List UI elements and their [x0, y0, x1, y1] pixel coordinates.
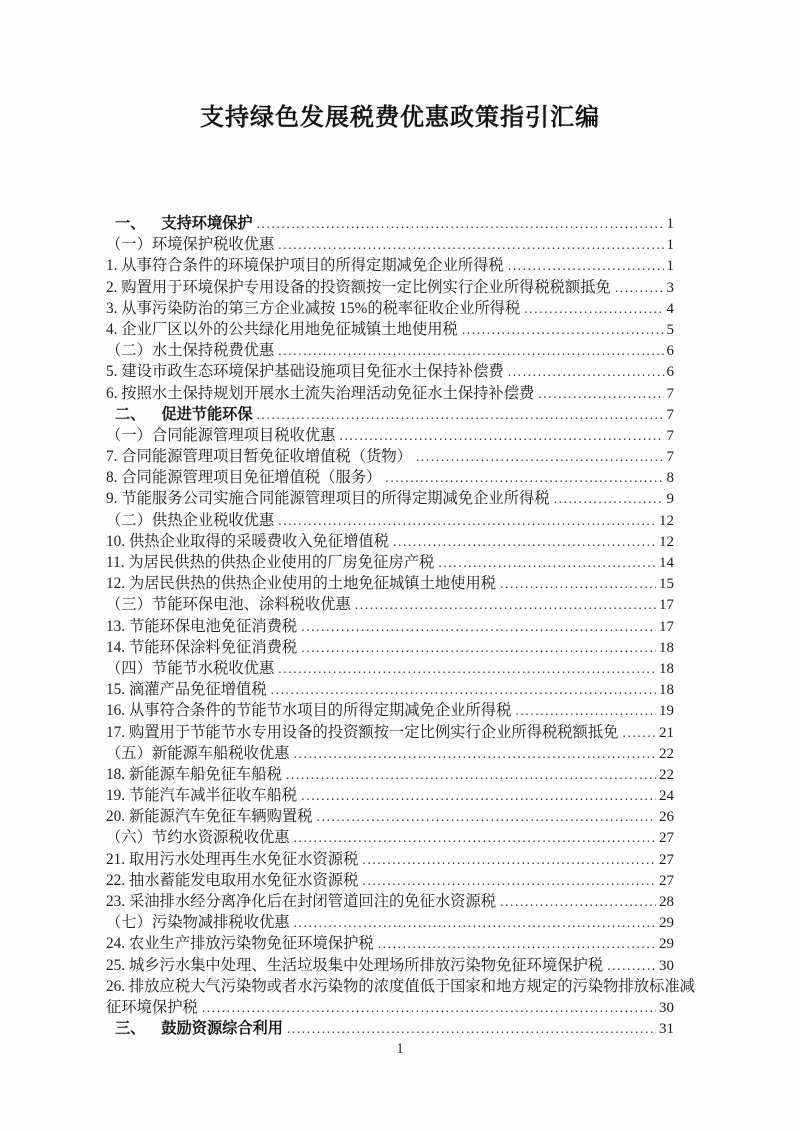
toc-page-number: 12 — [659, 512, 674, 529]
toc-entry-chapter — [106, 404, 674, 425]
toc-entry-item — [106, 637, 674, 658]
toc-entry-text: 鼓励资源综合利用 — [161, 1019, 283, 1038]
dot-leader — [515, 700, 656, 721]
toc-entry-item — [106, 552, 674, 573]
toc-entry-item — [106, 785, 674, 806]
toc-entry-item — [106, 806, 674, 827]
toc-entry-text: 12. 为居民供热的供热企业使用的土地免征城镇土地使用税 — [106, 575, 497, 593]
toc-entry-item — [106, 700, 674, 721]
toc-entry-text: 26. 排放应税大气污染物或者水污染物的浓度值低于国家和地方规定的污染物排放标准减 — [106, 977, 695, 995]
toc-page-number: 26 — [659, 809, 674, 826]
dot-leader — [378, 933, 656, 954]
dot-leader — [278, 658, 656, 679]
toc-entry-item — [106, 976, 695, 997]
dot-leader — [287, 1018, 656, 1039]
toc-entry-item — [106, 319, 674, 340]
dot-leader — [554, 488, 664, 509]
dot-leader — [294, 743, 656, 764]
dot-leader — [385, 467, 663, 488]
toc-entry-item — [106, 467, 674, 488]
dot-leader — [508, 361, 664, 382]
toc-entry-text: 支持环境保护 — [161, 214, 253, 232]
toc-chapter-label: 一、 — [115, 214, 146, 232]
dot-leader — [202, 997, 656, 1018]
toc-page-number: 3 — [666, 279, 674, 296]
toc-page-number: 18 — [659, 660, 674, 677]
toc-entry-item — [106, 383, 674, 404]
toc-entry-section — [106, 743, 674, 764]
toc-entry-item — [106, 255, 674, 276]
dot-leader — [622, 722, 656, 743]
toc-entry-text: 23. 采油排水经分离净化后在封闭管道回注的免征水资源税 — [106, 893, 497, 910]
toc-entry-chapter — [106, 1018, 674, 1039]
toc-entry-text: 促进节能环保 — [161, 404, 253, 423]
toc-entry-section — [106, 340, 674, 361]
toc-page-number: 6 — [666, 343, 674, 360]
toc-page-number: 28 — [659, 894, 674, 910]
toc-entry-text: 21. 取用污水处理再生水免征水资源税 — [106, 850, 359, 868]
toc-entry-text: 18. 新能源车船免征车船税 — [106, 765, 282, 783]
toc-entry-item — [106, 298, 674, 319]
dot-leader — [271, 679, 656, 700]
dot-leader — [500, 573, 656, 594]
toc-page-number: 30 — [659, 957, 674, 974]
dot-leader — [301, 785, 656, 806]
toc-page-number: 18 — [659, 639, 674, 656]
toc-page-number: 17 — [659, 618, 674, 635]
toc-entry-text: 25. 城乡污水集中处理、生活垃圾集中处理场所排放污染物免征环境保护税 — [106, 956, 604, 974]
dot-leader — [257, 213, 664, 234]
toc-page-number: 7 — [666, 427, 674, 444]
toc-entry-text: 10. 供热企业取得的采暖费收入免征增值税 — [106, 532, 389, 550]
dot-leader — [362, 870, 656, 891]
toc-entry-text: 14. 节能环保涂料免征消费税 — [106, 638, 298, 656]
toc-page-number: 27 — [659, 872, 674, 889]
toc-entry-item — [106, 361, 674, 382]
toc-page-number: 7 — [666, 449, 674, 466]
toc-chapter-label: 二、 — [115, 404, 146, 423]
dot-leader — [615, 277, 664, 298]
toc-page-number: 7 — [666, 406, 674, 423]
toc-entry-item — [106, 488, 674, 509]
dot-leader — [301, 616, 656, 637]
toc-page-number: 9 — [666, 491, 674, 508]
toc-entry-text: 16. 从事符合条件的节能节水项目的所得定期减免企业所得税 — [106, 702, 512, 720]
toc-page-number: 6 — [666, 364, 674, 381]
toc-entry-text: 5. 建设市政生态环境保护基础设施项目免征水土保持补偿费 — [106, 363, 504, 381]
toc-entry-text: （五）新能源车船税收优惠 — [106, 744, 290, 762]
dot-leader — [294, 827, 656, 848]
dot-leader — [607, 955, 656, 976]
toc-entry-item — [106, 955, 674, 976]
toc-page-number: 7 — [666, 385, 674, 402]
toc-entry-item — [106, 616, 674, 637]
toc-page-number: 4 — [666, 300, 674, 317]
toc-page-number: 27 — [659, 830, 674, 847]
page-number: 1 — [396, 1041, 404, 1057]
toc-page-number: 24 — [659, 788, 674, 805]
toc-page-number: 12 — [659, 533, 674, 550]
toc-page-number: 8 — [666, 470, 674, 487]
toc-page-number: 29 — [659, 936, 674, 953]
toc-entry-section — [106, 912, 674, 933]
toc-entry-item — [106, 891, 674, 912]
toc-page-number: 29 — [659, 915, 674, 932]
toc-page-number: 1 — [666, 258, 674, 275]
dot-leader — [355, 594, 656, 615]
dot-leader — [538, 383, 663, 404]
toc-page-number: 1 — [666, 216, 674, 232]
toc-entry-text: 24. 农业生产排放污染物免征环境保护税 — [106, 935, 374, 953]
toc-entry-item — [106, 573, 674, 594]
toc-page-number: 31 — [659, 1021, 674, 1038]
toc-entry-text: （二）供热企业税收优惠 — [106, 511, 275, 529]
dot-leader — [286, 764, 656, 785]
toc-page-number: 18 — [659, 682, 674, 699]
toc-entry-text: （七）污染物减排税收优惠 — [106, 914, 290, 932]
toc-entry-text: 11. 为居民供热的供热企业使用的厂房免征房产税 — [106, 554, 435, 571]
dot-leader — [257, 404, 664, 425]
toc-entry-item — [106, 849, 674, 870]
table-of-contents — [106, 213, 695, 1039]
toc-page-number: 21 — [659, 724, 674, 741]
toc-entry-text: （二）水土保持税费优惠 — [106, 342, 275, 360]
dot-leader — [438, 552, 656, 573]
toc-entry-text: （三）节能环保电池、涂料税收优惠 — [106, 596, 351, 614]
dot-leader — [393, 531, 656, 552]
toc-page-number: 15 — [659, 576, 674, 593]
toc-entry-chapter — [106, 213, 674, 234]
dot-leader — [278, 510, 656, 531]
toc-entry-item — [106, 679, 674, 700]
dot-leader — [278, 234, 663, 255]
toc-entry-text: 17. 购置用于节能节水专用设备的投资额按一定比例实行企业所得税税额抵免 — [106, 723, 619, 741]
toc-entry-text: 15. 滴灌产品免征增值税 — [106, 681, 267, 699]
toc-entry-section — [106, 425, 674, 446]
toc-entry-continuation — [106, 997, 674, 1018]
toc-entry-item — [106, 277, 674, 298]
dot-leader — [462, 319, 664, 340]
toc-entry-item — [106, 722, 674, 743]
toc-entry-text: 6. 按照水土保持规划开展水土流失治理活动免征水土保持补偿费 — [106, 384, 535, 402]
toc-entry-text: 22. 抽水蓄能发电取用水免征水资源税 — [106, 871, 359, 889]
toc-entry-text: 9. 节能服务公司实施合同能源管理项目的所得定期减免企业所得税 — [106, 490, 550, 508]
toc-entry-text: 征环境保护税 — [106, 998, 198, 1016]
dot-leader — [416, 446, 664, 467]
toc-entry-text: （六）节约水资源税收优惠 — [106, 829, 290, 847]
toc-chapter-label: 三、 — [115, 1019, 146, 1038]
toc-page-number: 22 — [659, 745, 674, 762]
toc-entry-item — [106, 764, 674, 785]
dot-leader — [301, 637, 656, 658]
toc-entry-section — [106, 658, 674, 679]
dot-leader — [278, 340, 663, 361]
toc-page-number: 22 — [659, 766, 674, 783]
toc-entry-text: 20. 新能源汽车免征车辆购置税 — [106, 808, 313, 826]
dot-leader — [294, 912, 656, 933]
toc-entry-text: 19. 节能汽车减半征收车船税 — [106, 787, 298, 805]
toc-entry-section — [106, 234, 674, 255]
toc-entry-text: 3. 从事污染防治的第三方企业减按 15%的税率征收企业所得税 — [106, 299, 521, 317]
dot-leader — [500, 891, 656, 912]
dot-leader — [339, 425, 663, 446]
toc-page-number: 30 — [659, 999, 674, 1016]
dot-leader — [524, 298, 663, 319]
dot-leader — [508, 255, 664, 276]
toc-entry-text: 13. 节能环保电池免征消费税 — [106, 617, 298, 635]
toc-entry-item — [106, 870, 674, 891]
dot-leader — [317, 806, 656, 827]
toc-page-number: 1 — [666, 237, 674, 254]
toc-entry-item — [106, 933, 674, 954]
toc-page-number: 17 — [659, 597, 674, 614]
toc-entry-item — [106, 446, 674, 467]
toc-page-number: 14 — [659, 555, 674, 571]
toc-entry-text: 4. 企业厂区以外的公共绿化用地免征城镇土地使用税 — [106, 320, 458, 338]
toc-entry-text: 8. 合同能源管理项目免征增值税（服务） — [106, 469, 382, 487]
toc-entry-text: （一）环境保护税收优惠 — [106, 236, 275, 254]
toc-entry-text: （一）合同能源管理项目税收优惠 — [106, 426, 336, 444]
toc-entry-item — [106, 531, 674, 552]
document-title: 支持绿色发展税费优惠政策指引汇编 — [200, 103, 600, 131]
dot-leader — [362, 849, 656, 870]
toc-page-number: 27 — [659, 851, 674, 868]
toc-entry-section — [106, 827, 674, 848]
toc-page-number: 19 — [659, 703, 674, 720]
toc-entry-text: 2. 购置用于环境保护专用设备的投资额按一定比例实行企业所得税税额抵免 — [106, 278, 611, 296]
toc-entry-section — [106, 594, 674, 615]
toc-entry-section — [106, 510, 674, 531]
toc-page-number: 5 — [666, 321, 674, 338]
toc-entry-text: （四）节能节水税收优惠 — [106, 659, 275, 677]
toc-entry-text: 7. 合同能源管理项目暂免征收增值税（货物） — [106, 448, 412, 466]
toc-entry-text: 1. 从事符合条件的环境保护项目的所得定期减免企业所得税 — [106, 257, 504, 275]
